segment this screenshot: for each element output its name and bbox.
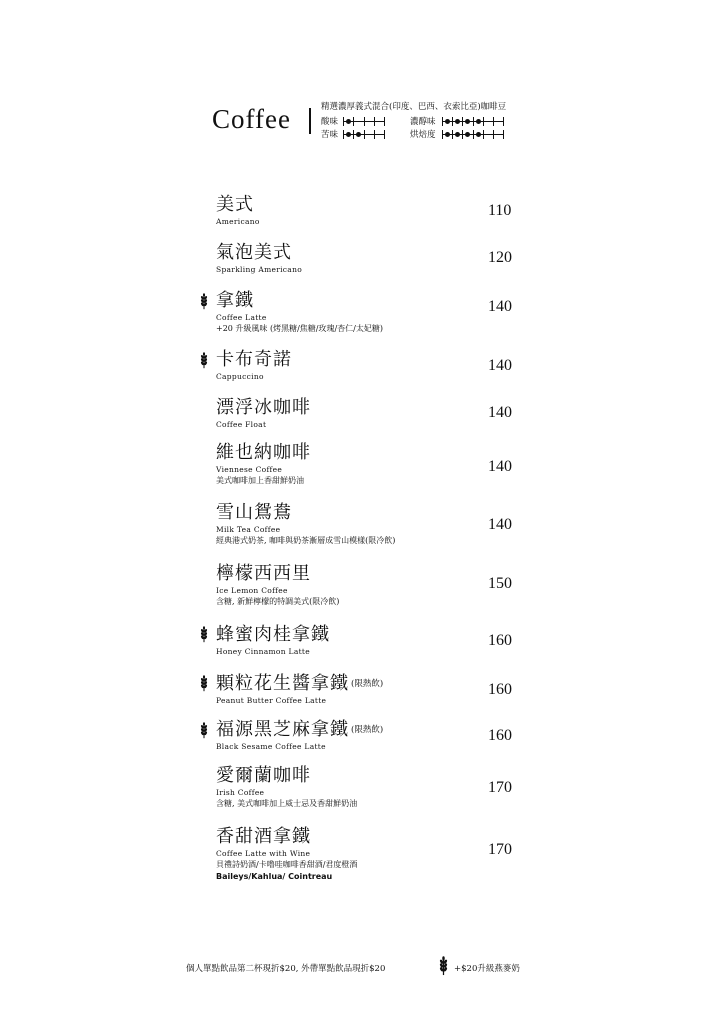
discount-note: 個人單點飲品第二杯現折$20, 外帶單點飲品現折$20 <box>186 964 386 974</box>
title-divider <box>309 108 311 134</box>
scale-dot <box>346 119 351 124</box>
scale-dot <box>346 132 351 137</box>
scale-tick <box>452 117 453 126</box>
oat-upgrade-note: +$20升級燕麥奶 <box>454 964 520 974</box>
menu-item <box>216 826 516 883</box>
item-english-name: Honey Cinnamon Latte <box>216 647 310 656</box>
scale-dot <box>445 119 450 124</box>
scale-tick <box>442 130 443 139</box>
item-name: 拿鐵 <box>216 290 254 311</box>
item-name: 蜂蜜肉桂拿鐵 <box>216 624 330 645</box>
scale-graphic <box>442 117 504 126</box>
item-price: 140 <box>488 404 512 421</box>
item-name <box>216 673 516 695</box>
scale-tick <box>364 117 365 126</box>
item-price: 170 <box>488 841 512 858</box>
bean-description: 精選濃厚義式混合(印度、巴西、衣索比亞)咖啡豆 <box>321 102 507 112</box>
item-english-name: Black Sesame Coffee Latte <box>216 742 326 751</box>
item-english-name: Cappuccino <box>216 372 264 381</box>
item-name: 美式 <box>216 194 254 215</box>
scale-graphic <box>343 117 385 126</box>
item-english-name: Sparkling Americano <box>216 265 303 274</box>
item-name: 檸檬西西里 <box>216 563 311 584</box>
scale-label: 烘焙度 <box>410 130 436 140</box>
item-english-name: Americano <box>216 217 260 226</box>
item-note: 經典港式奶茶, 咖啡與奶茶漸層成雪山模樣(限冷飲) <box>216 536 396 545</box>
scale-tick <box>343 117 344 126</box>
item-price: 140 <box>488 357 512 374</box>
scale-tick <box>493 130 494 139</box>
item-price: 140 <box>488 298 512 315</box>
menu-item <box>216 673 516 706</box>
menu-item <box>216 397 516 430</box>
flavor-scale-roast <box>410 128 504 140</box>
item-price: 170 <box>488 779 512 796</box>
item-english-name: Irish Coffee <box>216 788 265 797</box>
menu-item <box>216 719 516 752</box>
scale-dot <box>465 132 470 137</box>
item-name: 維也納咖啡 <box>216 442 311 463</box>
scale-tick <box>473 130 474 139</box>
hot-only-tag: (限熱飲) <box>351 679 384 689</box>
scale-tick <box>374 117 375 126</box>
scale-tick <box>384 130 385 139</box>
scale-graphic <box>343 130 385 139</box>
item-name-text: 顆粒花生醬拿鐵 <box>216 673 349 694</box>
item-english-name: Peanut Butter Coffee Latte <box>216 696 327 705</box>
item-name: 香甜酒拿鐵 <box>216 826 311 847</box>
oat-wheat-icon <box>199 352 209 369</box>
item-note-english: Baileys/Kahlua/ Cointreau <box>216 872 333 881</box>
item-price: 140 <box>488 516 512 533</box>
section-title: Coffee <box>212 104 291 134</box>
scale-tick <box>452 130 453 139</box>
item-price: 110 <box>488 202 512 219</box>
scale-tick <box>483 130 484 139</box>
scale-dot <box>445 132 450 137</box>
oat-wheat-icon <box>199 293 209 310</box>
item-note: 含糖, 新鮮檸檬的特調美式(限冷飲) <box>216 597 340 606</box>
scale-dot <box>476 132 481 137</box>
menu-item <box>216 502 516 547</box>
scale-tick <box>353 130 354 139</box>
scale-label: 濃醇味 <box>410 117 436 127</box>
scale-graphic <box>442 130 504 139</box>
item-english-name: Coffee Float <box>216 420 267 429</box>
item-english-name: Viennese Coffee <box>216 465 283 474</box>
menu-item <box>216 442 516 487</box>
menu-item <box>216 194 516 227</box>
scale-dot <box>455 132 460 137</box>
scale-dot <box>455 119 460 124</box>
scale-tick <box>384 117 385 126</box>
flavor-scale-bitterness <box>321 128 385 140</box>
scale-tick <box>473 117 474 126</box>
scale-tick <box>503 130 504 139</box>
item-name: 愛爾蘭咖啡 <box>216 765 311 786</box>
scale-tick <box>462 117 463 126</box>
menu-item <box>216 349 516 382</box>
item-note: 美式咖啡加上香甜鮮奶油 <box>216 476 304 485</box>
scale-tick <box>374 130 375 139</box>
item-price: 140 <box>488 458 512 475</box>
scale-tick <box>442 117 443 126</box>
oat-wheat-icon <box>199 626 209 643</box>
item-name: 漂浮冰咖啡 <box>216 397 311 418</box>
scale-tick <box>364 130 365 139</box>
item-name: 卡布奇諾 <box>216 349 292 370</box>
item-note: 貝禮詩奶酒/卡噜哇咖啡香甜酒/君度橙酒 <box>216 860 358 869</box>
menu-item <box>216 563 516 608</box>
item-name-text: 福源黑芝麻拿鐵 <box>216 719 349 740</box>
scale-tick <box>462 130 463 139</box>
item-price: 120 <box>488 249 512 266</box>
scale-tick <box>483 117 484 126</box>
item-name: 氣泡美式 <box>216 242 292 263</box>
menu-item <box>216 765 516 810</box>
item-name: 雪山鴛鴦 <box>216 502 292 523</box>
item-english-name: Coffee Latte with Wine <box>216 849 311 858</box>
flavor-scale-body <box>410 115 504 127</box>
item-price: 150 <box>488 575 512 592</box>
scale-tick <box>353 117 354 126</box>
scale-dot <box>476 119 481 124</box>
scale-dot <box>465 119 470 124</box>
flavor-scale-acidity <box>321 115 385 127</box>
item-name <box>216 719 516 741</box>
oat-wheat-icon <box>438 956 449 976</box>
scale-label: 酸味 <box>321 117 339 127</box>
scale-tick <box>503 117 504 126</box>
scale-label: 苦味 <box>321 130 339 140</box>
menu-header <box>212 100 532 145</box>
oat-wheat-icon <box>199 722 209 739</box>
item-note: 含糖, 美式咖啡加上威士忌及香甜鮮奶油 <box>216 799 358 808</box>
menu-item <box>216 242 516 275</box>
item-price: 160 <box>488 681 512 698</box>
oat-wheat-icon <box>199 675 209 692</box>
scale-dot <box>356 132 361 137</box>
scale-tick <box>493 117 494 126</box>
item-price: 160 <box>488 727 512 744</box>
item-note: +20 升級風味 (烤黑糖/焦糖/玫瑰/杏仁/太妃糖) <box>216 324 383 333</box>
item-price: 160 <box>488 632 512 649</box>
menu-item <box>216 624 516 657</box>
item-english-name: Milk Tea Coffee <box>216 525 281 534</box>
menu-item <box>216 290 516 335</box>
item-english-name: Coffee Latte <box>216 313 267 322</box>
scale-tick <box>343 130 344 139</box>
item-english-name: Ice Lemon Coffee <box>216 586 288 595</box>
hot-only-tag: (限熱飲) <box>351 725 384 735</box>
